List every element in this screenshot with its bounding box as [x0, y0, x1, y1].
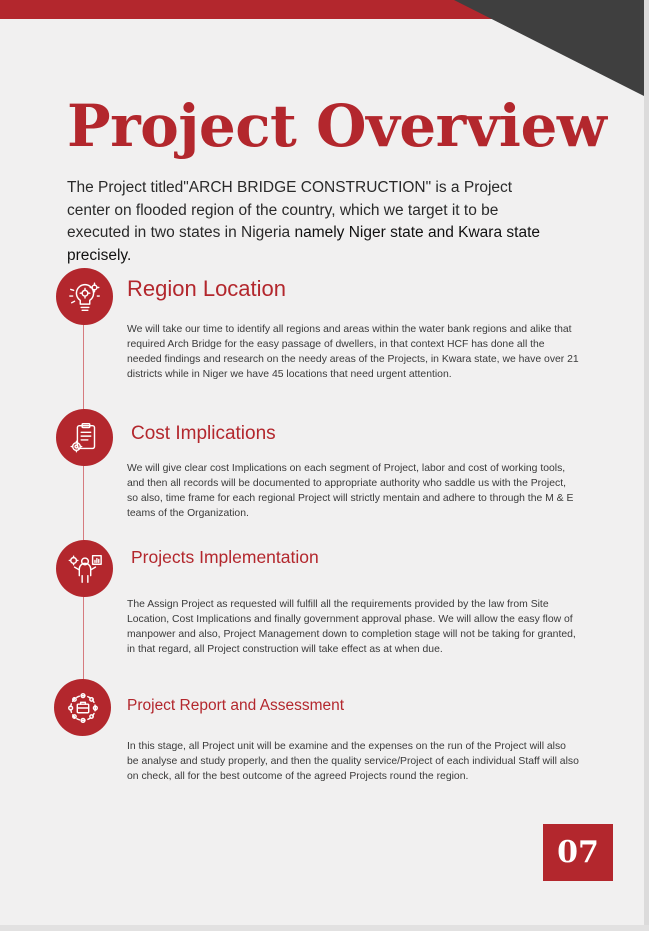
section-body-project-report: In this stage, all Project unit will be examine and the expenses on the run of the Project will also be analyse and study properly, and then the quality service/Project of each individual Staff will also on check, all for the best outcome of the agreed Projects round the region. [127, 741, 579, 782]
page-edge-bottom [0, 925, 649, 931]
intro-emphasis: namely Niger state and Kwara state precisely. [67, 224, 540, 264]
page-edge-right [644, 0, 649, 931]
timeline-line [83, 296, 84, 708]
page-title: Project Overview [67, 92, 607, 160]
intro-paragraph [67, 177, 542, 267]
page-number-badge: 07 [543, 824, 613, 881]
section-body-projects-implementation: The Assign Project as requested will fulfill all the requirements provided by the law from Site Location, Cost Implications and finally government approval phase. We will allow the easy flow of manpower and also, Project Management down to completion stage will not be taking for granted, in that regard, all Project construction will take effect as at when due. [127, 599, 576, 655]
corner-triangle [454, 0, 644, 96]
section-body-region-location: We will take our time to identify all regions and areas within the water bank regions and alike that required Arch Bridge for the easy passage of dwellers, in that context HCF has done all the needed findings and research on the needy areas of the Projects, in Kwara state, we have over 21 districts while in Niger we have 45 locations that need urgent attention. [127, 324, 579, 380]
gear-bulb-icon [56, 268, 113, 325]
section-title-region-location: Region Location [127, 276, 287, 301]
section-title-projects-implementation: Projects Implementation [131, 547, 319, 567]
section-body-cost-implications: We will give clear cost Implications on each segment of Project, labor and cost of working tools, and then all records will be documented to appropriate authority who saddle us with the Project, so also, time frame for each regional Project will strictly mentain and adhere to through the M & E teams of the Organization. [127, 463, 574, 519]
briefcase-network-icon [54, 679, 111, 736]
manager-icon [56, 540, 113, 597]
clipboard-gear-icon [56, 409, 113, 466]
section-title-project-report: Project Report and Assessment [127, 697, 345, 714]
intro-text: The Project titled"ARCH BRIDGE CONSTRUCTION" is a Project center on flooded region of the country, which we target it to be executed in two states in Nigeria [67, 179, 513, 241]
section-title-cost-implications: Cost Implications [131, 423, 276, 444]
